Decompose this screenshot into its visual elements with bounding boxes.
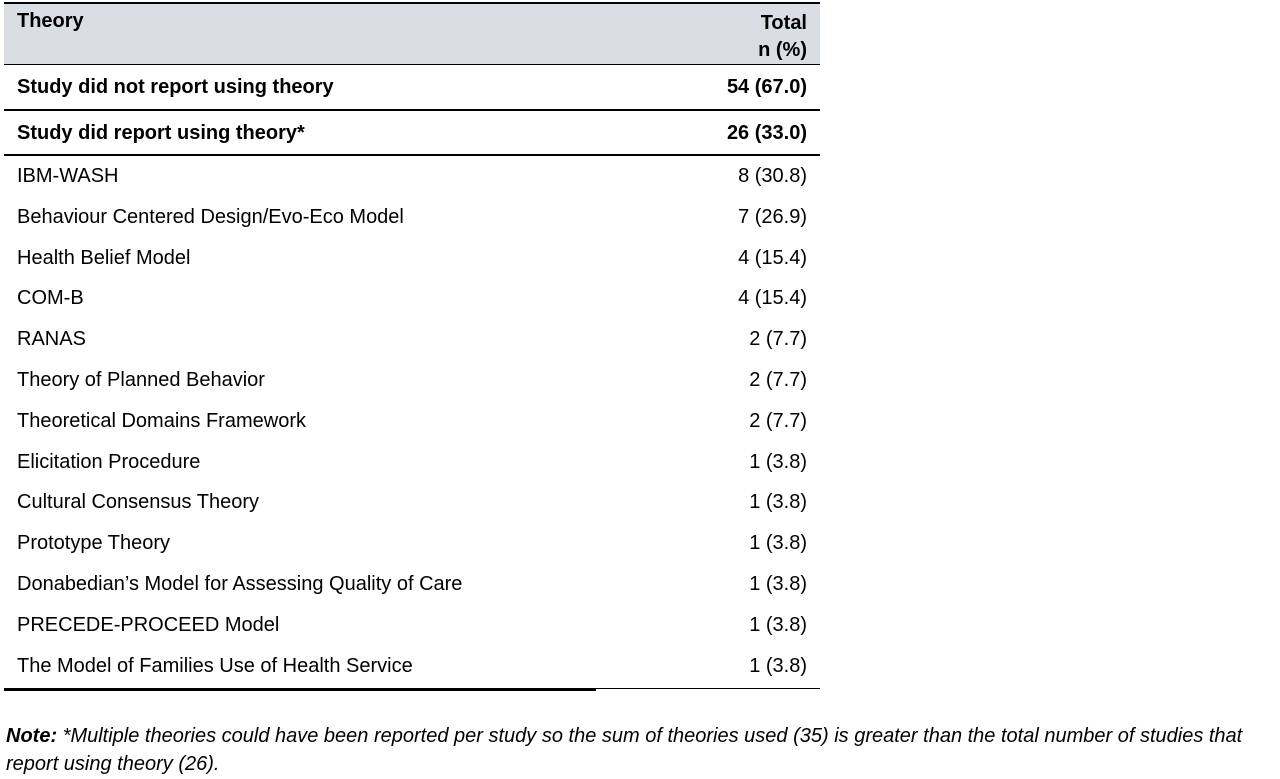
summary-row-reported <box>4 111 820 156</box>
row-value: 4 (15.4) <box>738 287 807 310</box>
row-label: RANAS <box>17 328 86 351</box>
table-row <box>4 523 820 564</box>
row-label: Prototype Theory <box>17 532 171 555</box>
row-value: 8 (30.8) <box>738 165 807 187</box>
note-label: Note: <box>6 725 58 747</box>
header-total-line1: Total <box>760 12 807 34</box>
row-value: 7 (26.9) <box>738 205 807 228</box>
table-header <box>4 4 820 65</box>
row-label: Theoretical Domains Framework <box>17 409 306 432</box>
bottom-rule-thick <box>4 688 596 691</box>
table-row <box>4 482 820 523</box>
table-row <box>4 442 820 483</box>
row-value: 1 (3.8) <box>749 613 807 636</box>
table-row <box>4 605 820 646</box>
row-label: Elicitation Procedure <box>17 450 201 473</box>
row-value: 26 (33.0) <box>726 122 807 144</box>
row-label: The Model of Families Use of Health Service <box>17 654 413 677</box>
table-row <box>4 197 820 238</box>
table-row <box>4 401 820 442</box>
row-value: 2 (7.7) <box>749 409 807 432</box>
row-value: 1 (3.8) <box>749 532 807 555</box>
table-note <box>6 722 1278 778</box>
row-label: Study did report using theory* <box>17 122 305 144</box>
theory-table <box>4 2 820 686</box>
row-label: Cultural Consensus Theory <box>17 491 259 514</box>
table-row <box>4 278 820 319</box>
row-value: 2 (7.7) <box>749 368 807 391</box>
row-label: Health Belief Model <box>17 246 191 269</box>
table-row <box>4 319 820 360</box>
summary-row-not-reported <box>4 65 820 111</box>
header-theory: Theory <box>17 10 84 32</box>
row-label: COM-B <box>17 287 84 310</box>
row-label: IBM-WASH <box>17 165 119 187</box>
table-row <box>4 156 820 197</box>
row-label: Study did not report using theory <box>17 76 334 98</box>
theory-rows <box>4 156 820 686</box>
note-text: *Multiple theories could have been reported per study so the sum of theories used (35) is greater than the total number of studies that report using theory (26). <box>6 725 1243 775</box>
row-value: 1 (3.8) <box>749 450 807 473</box>
row-value: 1 (3.8) <box>749 572 807 595</box>
row-value: 2 (7.7) <box>749 328 807 351</box>
table-row <box>4 360 820 401</box>
row-value: 54 (67.0) <box>726 76 807 98</box>
row-label: Donabedian’s Model for Assessing Quality of Care <box>17 572 463 595</box>
table-row <box>4 564 820 605</box>
header-total <box>758 10 807 64</box>
row-label: Behaviour Centered Design/Evo-Eco Model <box>17 205 404 228</box>
table-row <box>4 646 820 687</box>
row-value: 1 (3.8) <box>749 491 807 514</box>
row-value: 4 (15.4) <box>738 246 807 269</box>
row-value: 1 (3.8) <box>749 654 807 677</box>
table-row <box>4 238 820 279</box>
header-total-line2: n (%) <box>758 39 807 61</box>
row-label: PRECEDE-PROCEED Model <box>17 613 280 636</box>
row-label: Theory of Planned Behavior <box>17 368 265 391</box>
